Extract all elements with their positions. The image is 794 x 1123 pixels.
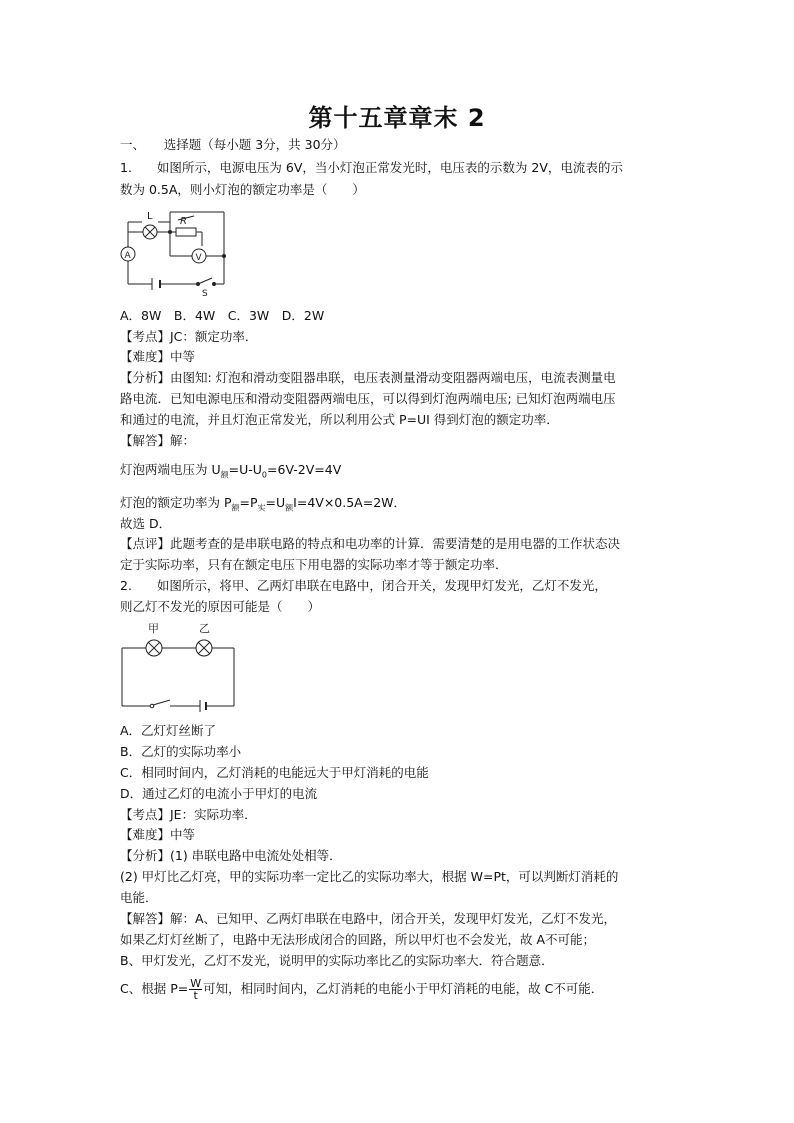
resistor-r-icon <box>176 228 196 236</box>
q1-dianping-line1: 【点评】此题考查的是串联电路的特点和电功率的计算．需要清楚的是用电器的工作状态决 <box>120 536 621 551</box>
q1-options: A．8W B．4W C．3W D．2W <box>120 308 325 323</box>
label-r: R <box>180 216 187 227</box>
section-heading: 一、 选择题（每小题 3分，共 30分） <box>120 137 346 152</box>
q1-dianping-line2: 定于实际功率，只有在额定电压下用电器的实际功率才等于额定功率． <box>120 557 508 572</box>
q2-jieda-line2: 如果乙灯灯丝断了，电路中无法形成闭合的回路，所以甲灯也不会发光，故 A不可能； <box>120 932 596 947</box>
q2-stem-line1: 2. 如图所示，将甲、乙两灯串联在电路中，闭合开关，发现甲灯发光，乙灯不发光， <box>120 578 607 593</box>
q1-stem-line1: 1. 如图所示，电源电压为 6V，当小灯泡正常发光时，电压表的示数为 2V，电流表的示 <box>120 160 623 175</box>
q2-circuit-diagram <box>118 620 240 712</box>
q2-option-a: A．乙灯灯丝断了 <box>120 723 217 738</box>
page-title: 第十五章章末 2 <box>308 104 486 132</box>
label-a: A <box>124 251 131 261</box>
q2-fenxi-line3: 电能． <box>120 890 158 905</box>
q2-stem-line2: 则乙灯不发光的原因可能是（ ） <box>120 599 321 614</box>
q1-nandu: 【难度】中等 <box>120 349 196 364</box>
label-s: S <box>202 289 208 298</box>
q2-kaodian: 【考点】JE：实际功率． <box>120 807 257 822</box>
fraction-w-over-t: $\frac{W}{t}$ <box>190 977 202 1002</box>
q2-nandu: 【难度】中等 <box>120 827 196 842</box>
label-yi: 乙 <box>199 622 210 635</box>
label-l: L <box>147 211 153 222</box>
q2-option-d: D．通过乙灯的电流小于甲灯的电流 <box>120 786 318 801</box>
q1-power-line: 灯泡的额定功率为 $P_额=P_实=U_额I=4V\times 0.5A=2W$． <box>120 495 407 513</box>
q1-circuit-diagram <box>118 208 228 298</box>
q2-jieda-line3: B、甲灯发光，乙灯不发光，说明甲的实际功率比乙的实际功率大．符合题意． <box>120 953 554 968</box>
q1-jieda: 【解答】解： <box>120 433 196 448</box>
q2-fenxi-line2: (2) 甲灯比乙灯亮，甲的实际功率一定比乙的实际功率大，根据 W=Pt，可以判断灯消耗的 <box>120 869 619 884</box>
q2-option-b: B．乙灯的实际功率小 <box>120 744 242 759</box>
q1-answer: 故选 D． <box>120 516 172 531</box>
q1-voltage-line: 灯泡两端电压为 $U_额=U-U_0=6V-2V=4V$ <box>120 462 342 480</box>
q2-option-c: C．相同时间内，乙灯消耗的电能远大于甲灯消耗的电能 <box>120 765 429 780</box>
q1-kaodian: 【考点】JC：额定功率． <box>120 329 258 344</box>
q1-fenxi-line2: 路电流．已知电源电压和滑动变阻器两端电压，可以得到灯泡两端电压; 已知灯泡两端电压 <box>120 391 616 406</box>
q2-fenxi-line1: 【分析】(1) 串联电路中电流处处相等． <box>120 848 342 863</box>
label-jia: 甲 <box>148 622 159 635</box>
q1-fenxi-line1: 【分析】由图知: 灯泡和滑动变阻器串联，电压表测量滑动变阻器两端电压，电流表测量电 <box>120 370 616 385</box>
label-v: V <box>195 253 202 263</box>
q2-jieda-line1: 【解答】解：A、已知甲、乙两灯串联在电路中，闭合开关，发现甲灯发光，乙灯不发光， <box>120 911 617 926</box>
q1-stem-line2: 数为 0.5A，则小灯泡的额定功率是（ ） <box>120 182 365 197</box>
q2-jieda-line4: C、根据 P= $\frac{W}{t}$ 可知，相同时间内，乙灯消耗的电能小于甲灯消耗的电能，故 C不可能． <box>120 977 604 1002</box>
q1-fenxi-line3: 和通过的电流，并且灯泡正常发光，所以利用公式 P=UI 得到灯泡的额定功率． <box>120 412 559 427</box>
